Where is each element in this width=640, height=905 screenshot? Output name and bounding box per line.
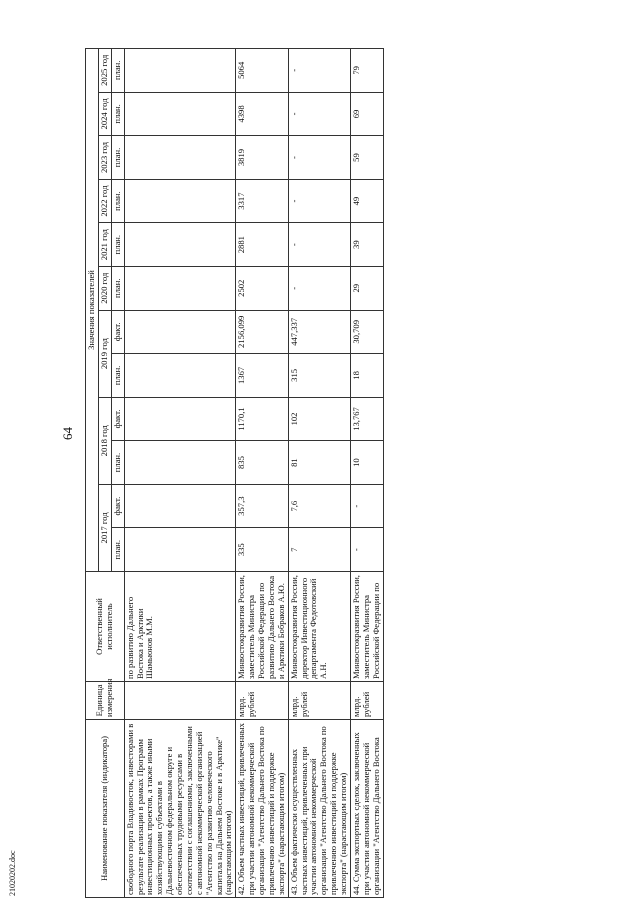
indicator-responsible: Минвостокразвития России, директор Инвестиционного департамента Федотовский А.Н. (288, 572, 350, 682)
value-2017-plan: 7 (288, 528, 350, 572)
header-plan: план. (111, 528, 124, 572)
value-2023-plan: 3819 (236, 136, 288, 180)
value-2022-plan: 3317 (236, 179, 288, 223)
header-year-2018: 2018 год (98, 397, 111, 484)
header-plan: план. (111, 92, 124, 136)
header-year-2017: 2017 год (98, 484, 111, 571)
value-2019-plan: 315 (288, 354, 350, 398)
value-2024-plan: - (288, 92, 350, 136)
value-2018-plan: 835 (236, 441, 288, 485)
value-2017-fact: - (350, 484, 383, 528)
row-number: 44. (350, 884, 361, 895)
header-year-2023: 2023 год (98, 136, 111, 180)
value-2020-plan: 29 (350, 266, 383, 310)
value-2018-plan: 10 (350, 441, 383, 485)
indicator-unit: млрд. рублей (288, 682, 350, 720)
header-year-2021: 2021 год (98, 223, 111, 267)
header-plan: план. (111, 266, 124, 310)
indicator-unit (124, 682, 236, 720)
value-2025-plan: - (288, 49, 350, 93)
value-2018-fact: 102 (288, 397, 350, 441)
indicator-unit: млрд. рублей (350, 682, 383, 720)
value-2018-fact: 13,767 (350, 397, 383, 441)
header-plan: план. (111, 223, 124, 267)
indicator-name-text: Сумма экспортных сделок, заключенных при участии автономной некоммерческой организации "Агентство Дальнего Востока (350, 732, 381, 895)
value-2022-plan: 49 (350, 179, 383, 223)
indicator-name (350, 720, 383, 898)
value-2019-fact: 447,337 (288, 310, 350, 354)
header-plan: план. (111, 441, 124, 485)
value-2017-plan: - (350, 528, 383, 572)
page-number: 64 (60, 427, 75, 440)
header-plan: план. (111, 136, 124, 180)
header-year-2022: 2022 год (98, 179, 111, 223)
table-row (236, 49, 288, 898)
header-responsible: Ответственный исполнитель (86, 572, 125, 682)
value-2024-plan: 69 (350, 92, 383, 136)
row-number: 43. (288, 884, 299, 895)
table-row (288, 49, 350, 898)
value-2019-fact: 30,709 (350, 310, 383, 354)
indicator-name-text: Объем фактически осуществленных частных инвестиций, привлеченных при участии автономной некоммерческой организации "Агентство Дальнего Востока по привлечению инвестиций и поддержке экспорта" (нарастающим итогом) (288, 726, 348, 895)
value-2022-plan: - (288, 179, 350, 223)
value-2020-plan: 2502 (236, 266, 288, 310)
header-values-group: Значения показателей (86, 49, 99, 572)
value-2023-plan: 59 (350, 136, 383, 180)
header-year-2019: 2019 год (98, 310, 111, 397)
header-fact: факт. (111, 397, 124, 441)
header-fact: факт. (111, 310, 124, 354)
value-2025-plan: 5064 (236, 49, 288, 93)
value-2021-plan: 39 (350, 223, 383, 267)
header-year-2025: 2025 год (98, 49, 111, 93)
indicator-responsible: Минвостокразвития России, заместитель Министра Российской Федерации по (350, 572, 383, 682)
header-plan: план. (111, 179, 124, 223)
value-2020-plan: - (288, 266, 350, 310)
value-2021-plan: - (288, 223, 350, 267)
indicator-responsible: Минвостокразвития России, заместитель Министра Российской Федерации по развитию Дальнего Востока и Арктики Бобраков А.Ю. (236, 572, 288, 682)
indicator-name: свободного порта Владивосток, инвесторами в результате реализации в рамках Программ инвестиционных проектов, а также иными хозяйствующими субъектами в Дальневосточном федеральном округе и обеспеченных трудовыми ресурсами в соответствии с соглашениями, заключенными с автономной некоммерческой организацией "Агентство по развитию человеческого капитала на Дальнем Востоке и в Арктике" (нарастающим итогом) (124, 720, 236, 898)
indicators-table (85, 48, 384, 898)
value-2017-fact: 7,6 (288, 484, 350, 528)
table-row (350, 49, 383, 898)
indicator-name (288, 720, 350, 898)
value-2018-plan: 81 (288, 441, 350, 485)
value-2025-plan: 79 (350, 49, 383, 93)
value-2024-plan: 4398 (236, 92, 288, 136)
indicator-name-text: Объем частных инвестиций, привлеченных при участии автономной некоммерческой организации "Агентство Дальнего Востока по привлечению инвестиций и поддержке экспорта" (нарастающим итогом) (236, 723, 286, 895)
indicator-responsible: по развитию Дальнего Востока и Арктики Шамьюнов М.М. (124, 572, 236, 682)
header-unit: Единица измерения (86, 682, 125, 720)
indicator-unit: млрд. рублей (236, 682, 288, 720)
value-2019-plan: 1367 (236, 354, 288, 398)
row-number: 42. (236, 884, 247, 895)
indicator-name (236, 720, 288, 898)
value-2019-plan: 18 (350, 354, 383, 398)
value-2023-plan: - (288, 136, 350, 180)
value-2019-fact: 2156,099 (236, 310, 288, 354)
value-2017-fact: 357,3 (236, 484, 288, 528)
header-fact: факт. (111, 484, 124, 528)
header-plan: план. (111, 49, 124, 93)
header-year-2020: 2020 год (98, 266, 111, 310)
value-2018-fact: 1170,1 (236, 397, 288, 441)
table-row (124, 49, 236, 898)
footer-filename: 21020202.doc (8, 850, 17, 896)
header-name: Наименование показателя (индикатора) (86, 720, 125, 898)
value-2021-plan: 2881 (236, 223, 288, 267)
value-2017-plan: 335 (236, 528, 288, 572)
rotated-table-sheet (85, 48, 625, 898)
header-year-2024: 2024 год (98, 92, 111, 136)
header-plan: план. (111, 354, 124, 398)
